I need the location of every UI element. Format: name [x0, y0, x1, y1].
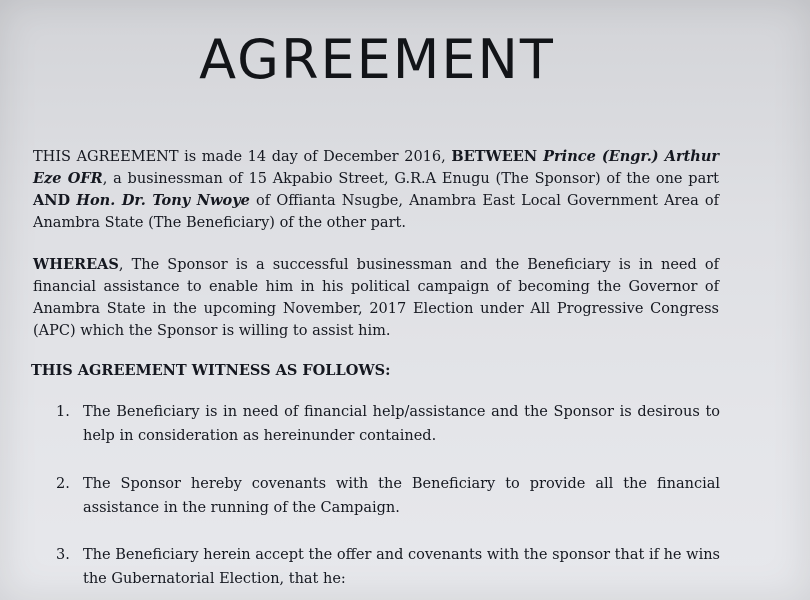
between-label: BETWEEN [451, 148, 544, 165]
beneficiary-description: of Offianta Nsugbe, Anambra East Local Government Area of Anambra State (The Beneficiary) of the other part. [33, 193, 719, 231]
sponsor-name: Prince (Engr.) Arthur Eze OFR [33, 148, 720, 187]
whereas-text: , The Sponsor is a successful businessman and the Beneficiary is in need of financial assistance to enable him in his political campaign of becoming the Governor of Anambra State in the upcoming November, 2017 Election under All Progressive Congress (APC) which the Sponsor is willing to assist him. [33, 257, 719, 339]
list-item-number: 3. [56, 547, 70, 563]
document-title: AGREEMENT [199, 28, 555, 91]
list-item-number: 1. [56, 404, 70, 420]
list-item [56, 472, 720, 520]
list-item [56, 543, 720, 591]
sponsor-description: , a businessman of 15 Akpabio Street, G.R.A Enugu (The Sponsor) of the one part [102, 171, 719, 187]
whereas-label: WHEREAS [33, 256, 119, 273]
intro-opening: THIS AGREEMENT is made 14 day of December 2016, [33, 149, 452, 165]
list-item-number: 2. [56, 476, 70, 492]
list-item-text: The Beneficiary herein accept the offer and covenants with the sponsor that if he wins the Gubernatorial Election, that he: [83, 547, 720, 587]
intro-paragraph [33, 146, 719, 234]
list-item-text: The Beneficiary is in need of financial help/assistance and the Sponsor is desirous to help in consideration as hereinunder contained. [83, 404, 720, 444]
list-item [56, 400, 720, 448]
whereas-paragraph [33, 254, 719, 342]
list-item-text: The Sponsor hereby covenants with the Beneficiary to provide all the financial assistance in the running of the Campaign. [83, 476, 720, 516]
and-label: AND [33, 192, 71, 209]
witness-heading: THIS AGREEMENT WITNESS AS FOLLOWS: [31, 362, 391, 379]
beneficiary-name: Hon. Dr. Tony Nwoye [76, 192, 250, 209]
